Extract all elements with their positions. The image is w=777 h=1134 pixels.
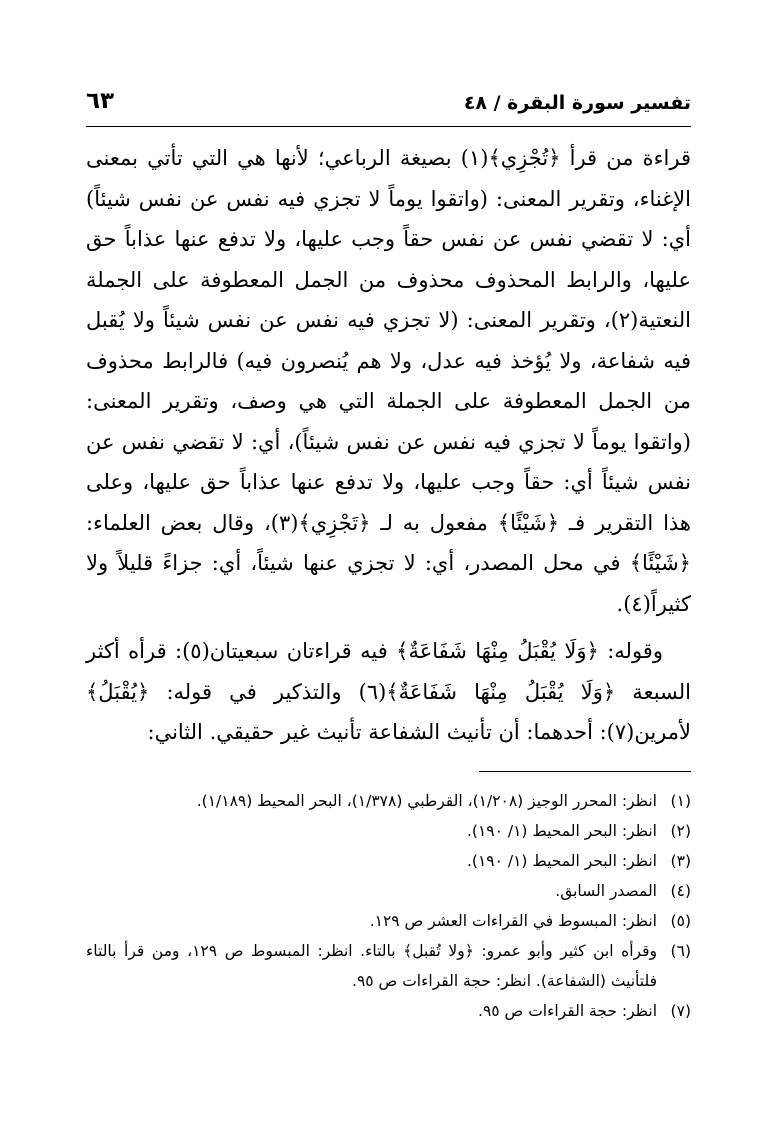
footnote (86, 996, 691, 1026)
footnotes (86, 786, 691, 1026)
footnote (86, 846, 691, 876)
running-title: تفسير سورة البقرة / ٤٨ (463, 92, 691, 114)
footnote-text: انظر: المحرر الوجيز (١/٢٠٨)، القرطبي (١/٣٧٨)، البحر المحيط (١/١٨٩). (196, 792, 657, 810)
page-header (86, 86, 691, 127)
page-number: ٦٣ (86, 88, 115, 114)
footnote-text: انظر: البحر المحيط (١/ ١٩٠). (466, 822, 657, 840)
footnote-text: المصدر السابق. (555, 882, 657, 900)
footnote (86, 786, 691, 816)
body-paragraph: وقوله: ﴿وَلَا يُقْبَلُ مِنْهَا شَفَاعَةٌ﴾ فيه قراءتان سبعيتان(٥): قرأه أكثر السبعة ﴿وَلَا يُقْبَلُ مِنْهَا شَفَاعَةٌ﴾(٦) والتذكير في قوله: ﴿يُقْبَلُ﴾ لأمرين(٧): أحدهما: أن تأنيث الشفاعة تأنيث غير حقيقي. الثاني: (86, 639, 691, 744)
footnote (86, 936, 691, 996)
footnote-divider (479, 771, 691, 772)
footnote-number: (١) (670, 792, 691, 810)
footnote-number: (٧) (670, 1002, 691, 1020)
footnote-number: (٢) (670, 822, 691, 840)
body-paragraph: قراءة من قرأ ﴿تُجْزِي﴾(١) بصيغة الرباعي؛ لأنها هي التي تأتي بمعنى الإغناء، وتقرير المعنى: (واتقوا يوماً لا تجزي فيه نفس عن نفس شيئاً) أي: لا تقضي نفس عن نفس حقاً وجب عليها، ولا تدفع عنها عذاباً حق عليها، والرابط المحذوف محذوف من الجمل المعطوفة على الجملة النعتية(٢)، وتقرير المعنى: (لا تجزي فيه نفس عن نفس شيئاً ولا يُقبل فيه شفاعة، ولا يُؤخذ فيه عدل، ولا هم يُنصرون فيه) فالرابط محذوف من الجمل المعطوفة على الجملة التي هي وصف، وتقرير المعنى: (واتقوا يوماً لا تجزي فيه نفس عن نفس شيئاً)، أي: لا تقضي نفس عن نفس شيئاً أي: حقاً وجب عليها، ولا تدفع عنها عذاباً حق عليها، وعلى هذا التقرير فـ ﴿شَيْئًا﴾ مفعول به لـ ﴿تَجْزِي﴾(٣)، وقال بعض العلماء: ﴿شَيْئًا﴾ في محل المصدر، أي: لا تجزي عنها شيئاً، أي: جزاءً قليلاً ولا كثيراً(٤). (86, 146, 692, 616)
footnote-text: وقرأه ابن كثير وأبو عمرو: ﴿ولا تُقبل﴾ بالتاء. انظر: المبسوط ص ١٢٩، ومن قرأ بالتاء فلتأنيث (الشفاعة). انظر: حجة القراءات ص ٩٥. (86, 942, 657, 990)
footnote-number: (٥) (670, 912, 691, 930)
footnote-number: (٦) (670, 942, 691, 960)
main-text (86, 138, 691, 753)
footnote-number: (٣) (670, 852, 691, 870)
footnote-text: انظر: المبسوط في القراءات العشر ص ١٢٩. (369, 912, 657, 930)
footnote-text: انظر: حجة القراءات ص ٩٥. (478, 1002, 657, 1020)
footnote (86, 876, 691, 906)
footnote (86, 906, 691, 936)
footnote-text: انظر: البحر المحيط (١/ ١٩٠). (466, 852, 657, 870)
footnote-number: (٤) (670, 882, 691, 900)
footnote (86, 816, 691, 846)
